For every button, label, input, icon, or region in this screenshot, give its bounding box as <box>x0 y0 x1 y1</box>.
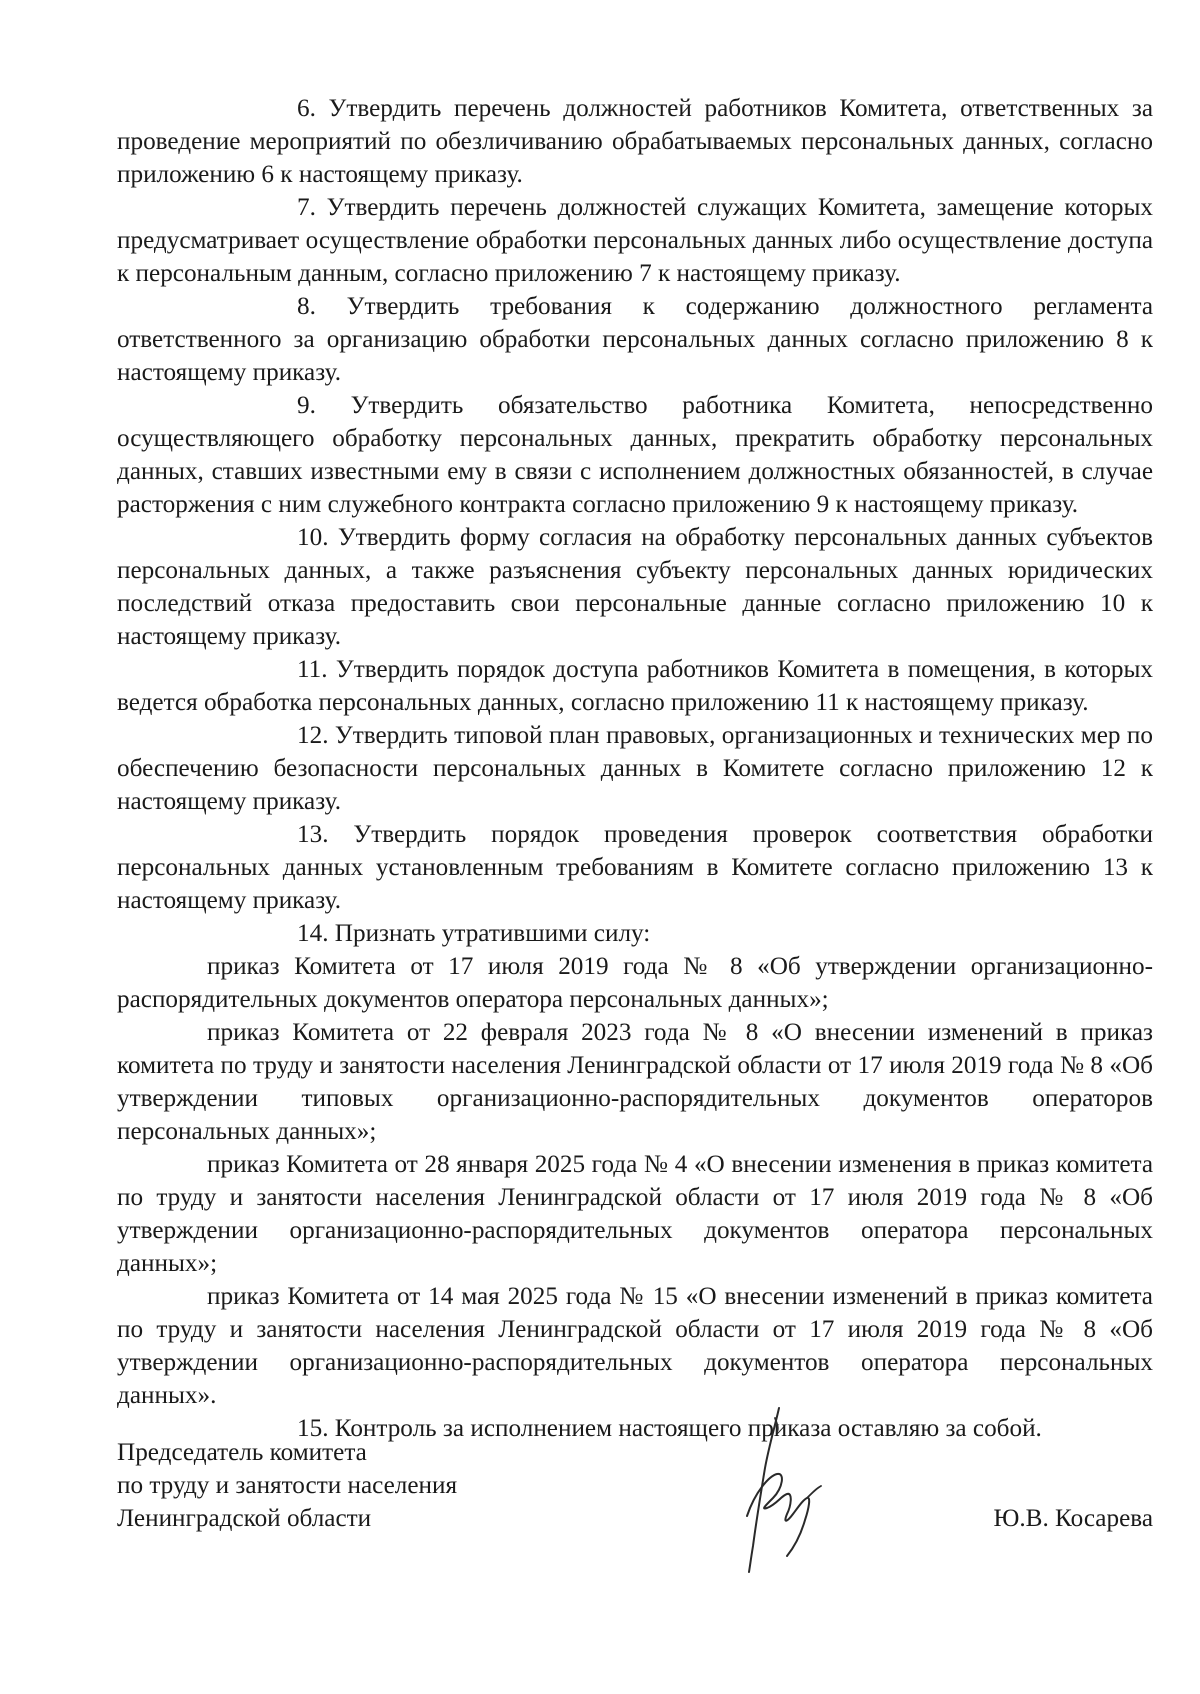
paragraph-text: Утвердить обязательство работника Комитета, непосредственно осуществляющего обработку персональных данных, прекратить обработку персональных данных, ставших известными ему в связи с исполнением должностных обязанностей, в случае расторжения с ним служебного контракта согласно приложению 9 к настоящему приказу. <box>117 392 1154 518</box>
signer-title-line: Ленинградской области <box>117 1505 372 1532</box>
repealed-order-1: приказ Комитета от 17 июля 2019 года № 8 «Об утверждении организационно-распорядительных документов оператора персональных данных»; <box>117 953 1153 1013</box>
handwritten-signature <box>717 1396 857 1576</box>
paragraph-9 <box>117 389 1153 521</box>
paragraph-10 <box>117 521 1153 653</box>
document-body <box>117 92 1153 1445</box>
paragraph-number: 11. <box>297 656 328 683</box>
paragraph-number: 9. <box>297 392 316 419</box>
signature-block <box>117 1436 1153 1576</box>
paragraph-number: 15. <box>297 1415 329 1442</box>
repealed-order-4: приказ Комитета от 14 мая 2025 года № 15 «О внесении изменений в приказ комитета по труду и занятости населения Ленинградской области от 17 июля 2019 года № 8 «Об утверждении организационно-распорядительных документов оператора персональных данных». <box>117 1283 1153 1409</box>
repealed-order-2: приказ Комитета от 22 февраля 2023 года № 8 «О внесении изменений в приказ комитета по труду и занятости населения Ленинградской области от 17 июля 2019 года № 8 «Об утверждении типовых организационно-распорядительных документов операторов персональных данных»; <box>117 1019 1153 1145</box>
paragraph-number: 14. <box>297 920 329 947</box>
paragraph-7 <box>117 191 1153 290</box>
paragraph-11 <box>117 653 1153 719</box>
paragraph-text: Утвердить типовой план правовых, организационных и технических мер по обеспечению безопасности персональных данных в Комитете согласно приложению 12 к настоящему приказу. <box>117 722 1153 815</box>
paragraph-text: Утвердить порядок доступа работников Комитета в помещения, в которых ведется обработка персональных данных, согласно приложению 11 к настоящему приказу. <box>117 656 1153 716</box>
paragraph-number: 12. <box>297 722 329 749</box>
signer-name: Ю.В. Косарева <box>993 1505 1153 1532</box>
paragraph-number: 6. <box>297 95 316 122</box>
paragraph-text: Утвердить перечень должностей служащих Комитета, замещение которых предусматривает осуществление обработки персональных данных либо осуществление доступа к персональным данным, согласно приложению 7 к настоящему приказу. <box>117 194 1154 287</box>
paragraph-text: Утвердить перечень должностей работников Комитета, ответственных за проведение мероприятий по обезличиванию обрабатываемых персональных данных, согласно приложению 6 к настоящему приказу. <box>117 95 1153 188</box>
paragraph-text: Утвердить порядок проведения проверок соответствия обработки персональных данных установленным требованиям в Комитете согласно приложению 13 к настоящему приказу. <box>117 821 1154 914</box>
paragraph-text: Признать утратившими силу: <box>334 920 651 947</box>
paragraph-12 <box>117 719 1153 818</box>
paragraph-6 <box>117 92 1153 191</box>
paragraph-14 <box>117 917 1153 950</box>
paragraph-number: 10. <box>297 524 329 551</box>
paragraph-number: 8. <box>297 293 316 320</box>
paragraph-text: Утвердить форму согласия на обработку персональных данных субъектов персональных данных, а также разъяснения субъекту персональных данных юридических последствий отказа предоставить свои персональные данные согласно приложению 10 к настоящему приказу. <box>117 524 1154 650</box>
paragraph-text: Утвердить требования к содержанию должностного регламента ответственного за организацию обработки персональных данных согласно приложению 8 к настоящему приказу. <box>117 293 1153 386</box>
signer-title-line: Председатель комитета <box>117 1439 367 1466</box>
paragraph-13 <box>117 818 1153 917</box>
paragraph-8 <box>117 290 1153 389</box>
paragraph-number: 13. <box>297 821 329 848</box>
repealed-order-3: приказ Комитета от 28 января 2025 года № 4 «О внесении изменения в приказ комитета по труду и занятости населения Ленинградской области от 17 июля 2019 года № 8 «Об утверждении организационно-распорядительных документов оператора персональных данных»; <box>117 1151 1153 1277</box>
signer-title-line: по труду и занятости населения <box>117 1472 458 1499</box>
paragraph-number: 7. <box>297 194 316 221</box>
paragraph-text: Контроль за исполнением настоящего приказа оставляю за собой. <box>334 1415 1042 1442</box>
signer-title <box>117 1436 537 1535</box>
